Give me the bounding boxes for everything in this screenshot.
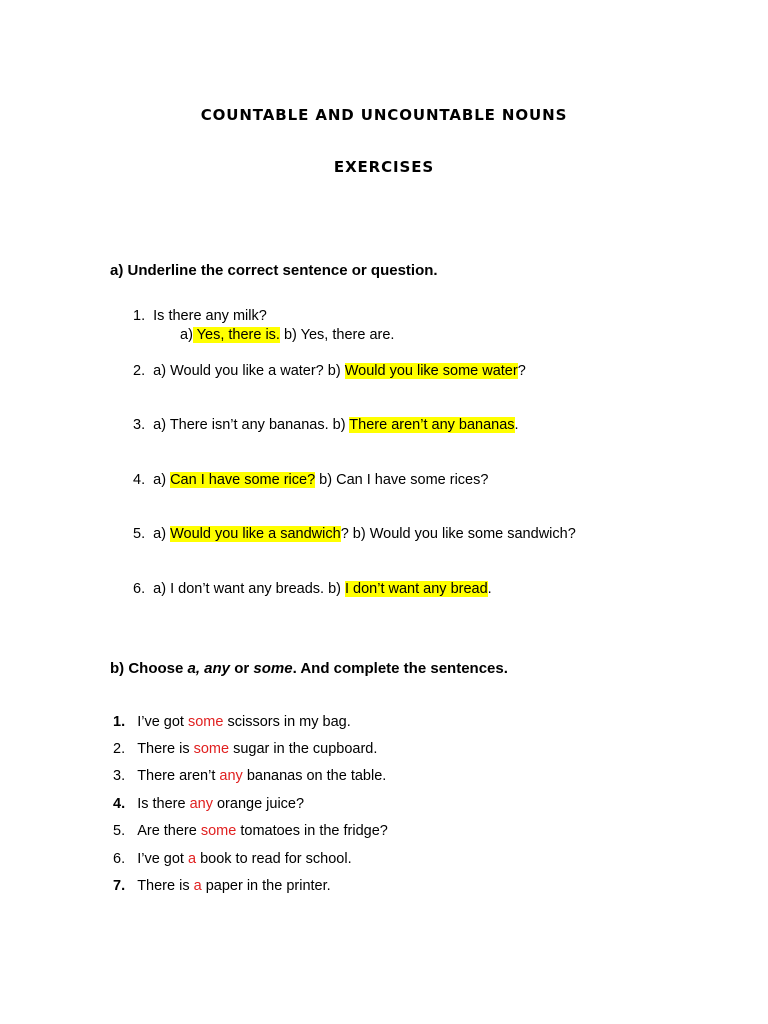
item-number: 5.	[113, 823, 126, 839]
item-text-pre: There aren’t	[137, 768, 220, 784]
list-item	[113, 878, 331, 894]
item-text-post: .	[514, 417, 519, 433]
list-item-options	[180, 327, 394, 343]
item-text-post: bananas on the table.	[242, 768, 387, 784]
item-text-post: b) Can I have some rices?	[315, 472, 489, 488]
item-number: 6.	[113, 851, 126, 867]
list-item	[113, 851, 352, 867]
highlighted-answer: Would you like some water	[344, 363, 518, 379]
document-title: COUNTABLE AND UNCOUNTABLE NOUNS	[200, 106, 568, 124]
list-item	[133, 308, 267, 324]
item-number: 1.	[133, 308, 146, 324]
list-item	[113, 714, 351, 730]
item-number: 7.	[113, 878, 126, 894]
highlighted-answer: Yes, there is.	[192, 327, 280, 343]
item-number: 4.	[113, 796, 126, 812]
item-number: 3.	[133, 417, 146, 433]
item-text-pre: Are there	[137, 823, 201, 839]
heading-emphasis: a, any	[187, 660, 231, 677]
list-item	[133, 472, 488, 488]
item-number: 1.	[113, 714, 126, 730]
document-subtitle: EXERCISES	[333, 158, 435, 176]
item-text-pre: a) There isn’t any bananas. b)	[153, 417, 350, 433]
answer-word: a	[187, 851, 197, 867]
heading-emphasis: some	[253, 660, 293, 677]
list-item	[113, 823, 388, 839]
item-text-pre: a) I don’t want any breads. b)	[153, 581, 345, 597]
question-text: Is there any milk?	[153, 308, 267, 324]
item-text-pre: I’ve got	[137, 714, 188, 730]
item-number: 2.	[133, 363, 146, 379]
item-text-pre: There is	[137, 878, 194, 894]
item-number: 2.	[113, 741, 126, 757]
heading-text: . And complete the sentences.	[292, 660, 508, 677]
item-text-post: book to read for school.	[196, 851, 352, 867]
option-b-text: b) Yes, there are.	[279, 327, 395, 343]
item-text-post: tomatoes in the fridge?	[236, 823, 388, 839]
answer-word: some	[187, 714, 224, 730]
item-number: 4.	[133, 472, 146, 488]
item-text-post: orange juice?	[212, 796, 305, 812]
item-text-post: ?	[517, 363, 526, 379]
option-a-label: a)	[180, 327, 193, 343]
list-item	[113, 741, 377, 757]
heading-text: b) Choose	[110, 660, 188, 677]
highlighted-answer: I don’t want any bread	[344, 581, 488, 597]
item-text-pre: a)	[153, 472, 171, 488]
list-item	[133, 526, 576, 542]
answer-word: any	[189, 796, 213, 812]
item-text-post: sugar in the cupboard.	[229, 741, 378, 757]
answer-word: a	[193, 878, 202, 894]
answer-word: some	[193, 741, 230, 757]
item-text-pre: a) Would you like a water? b)	[153, 363, 345, 379]
highlighted-answer: Can I have some rice?	[170, 472, 316, 488]
list-item	[113, 768, 386, 784]
highlighted-answer: Would you like a sandwich	[170, 526, 341, 542]
list-item	[133, 417, 519, 433]
list-item	[133, 363, 526, 379]
list-item	[133, 581, 492, 597]
item-text-post: .	[487, 581, 492, 597]
item-text-post: ? b) Would you like some sandwich?	[340, 526, 576, 542]
item-text-pre: There is	[137, 741, 194, 757]
item-number: 3.	[113, 768, 126, 784]
item-text-post: paper in the printer.	[201, 878, 331, 894]
heading-text: or	[230, 660, 254, 677]
item-text-pre: Is there	[137, 796, 190, 812]
answer-word: any	[219, 768, 243, 784]
list-item	[113, 796, 304, 812]
highlighted-answer: There aren’t any bananas	[349, 417, 515, 433]
item-number: 6.	[133, 581, 146, 597]
section-a-heading: a) Underline the correct sentence or question.	[110, 262, 438, 279]
item-text-post: scissors in my bag.	[223, 714, 351, 730]
section-b-heading	[110, 660, 508, 677]
item-number: 5.	[133, 526, 146, 542]
item-text-pre: a)	[153, 526, 171, 542]
item-text-pre: I’ve got	[137, 851, 188, 867]
answer-word: some	[200, 823, 237, 839]
